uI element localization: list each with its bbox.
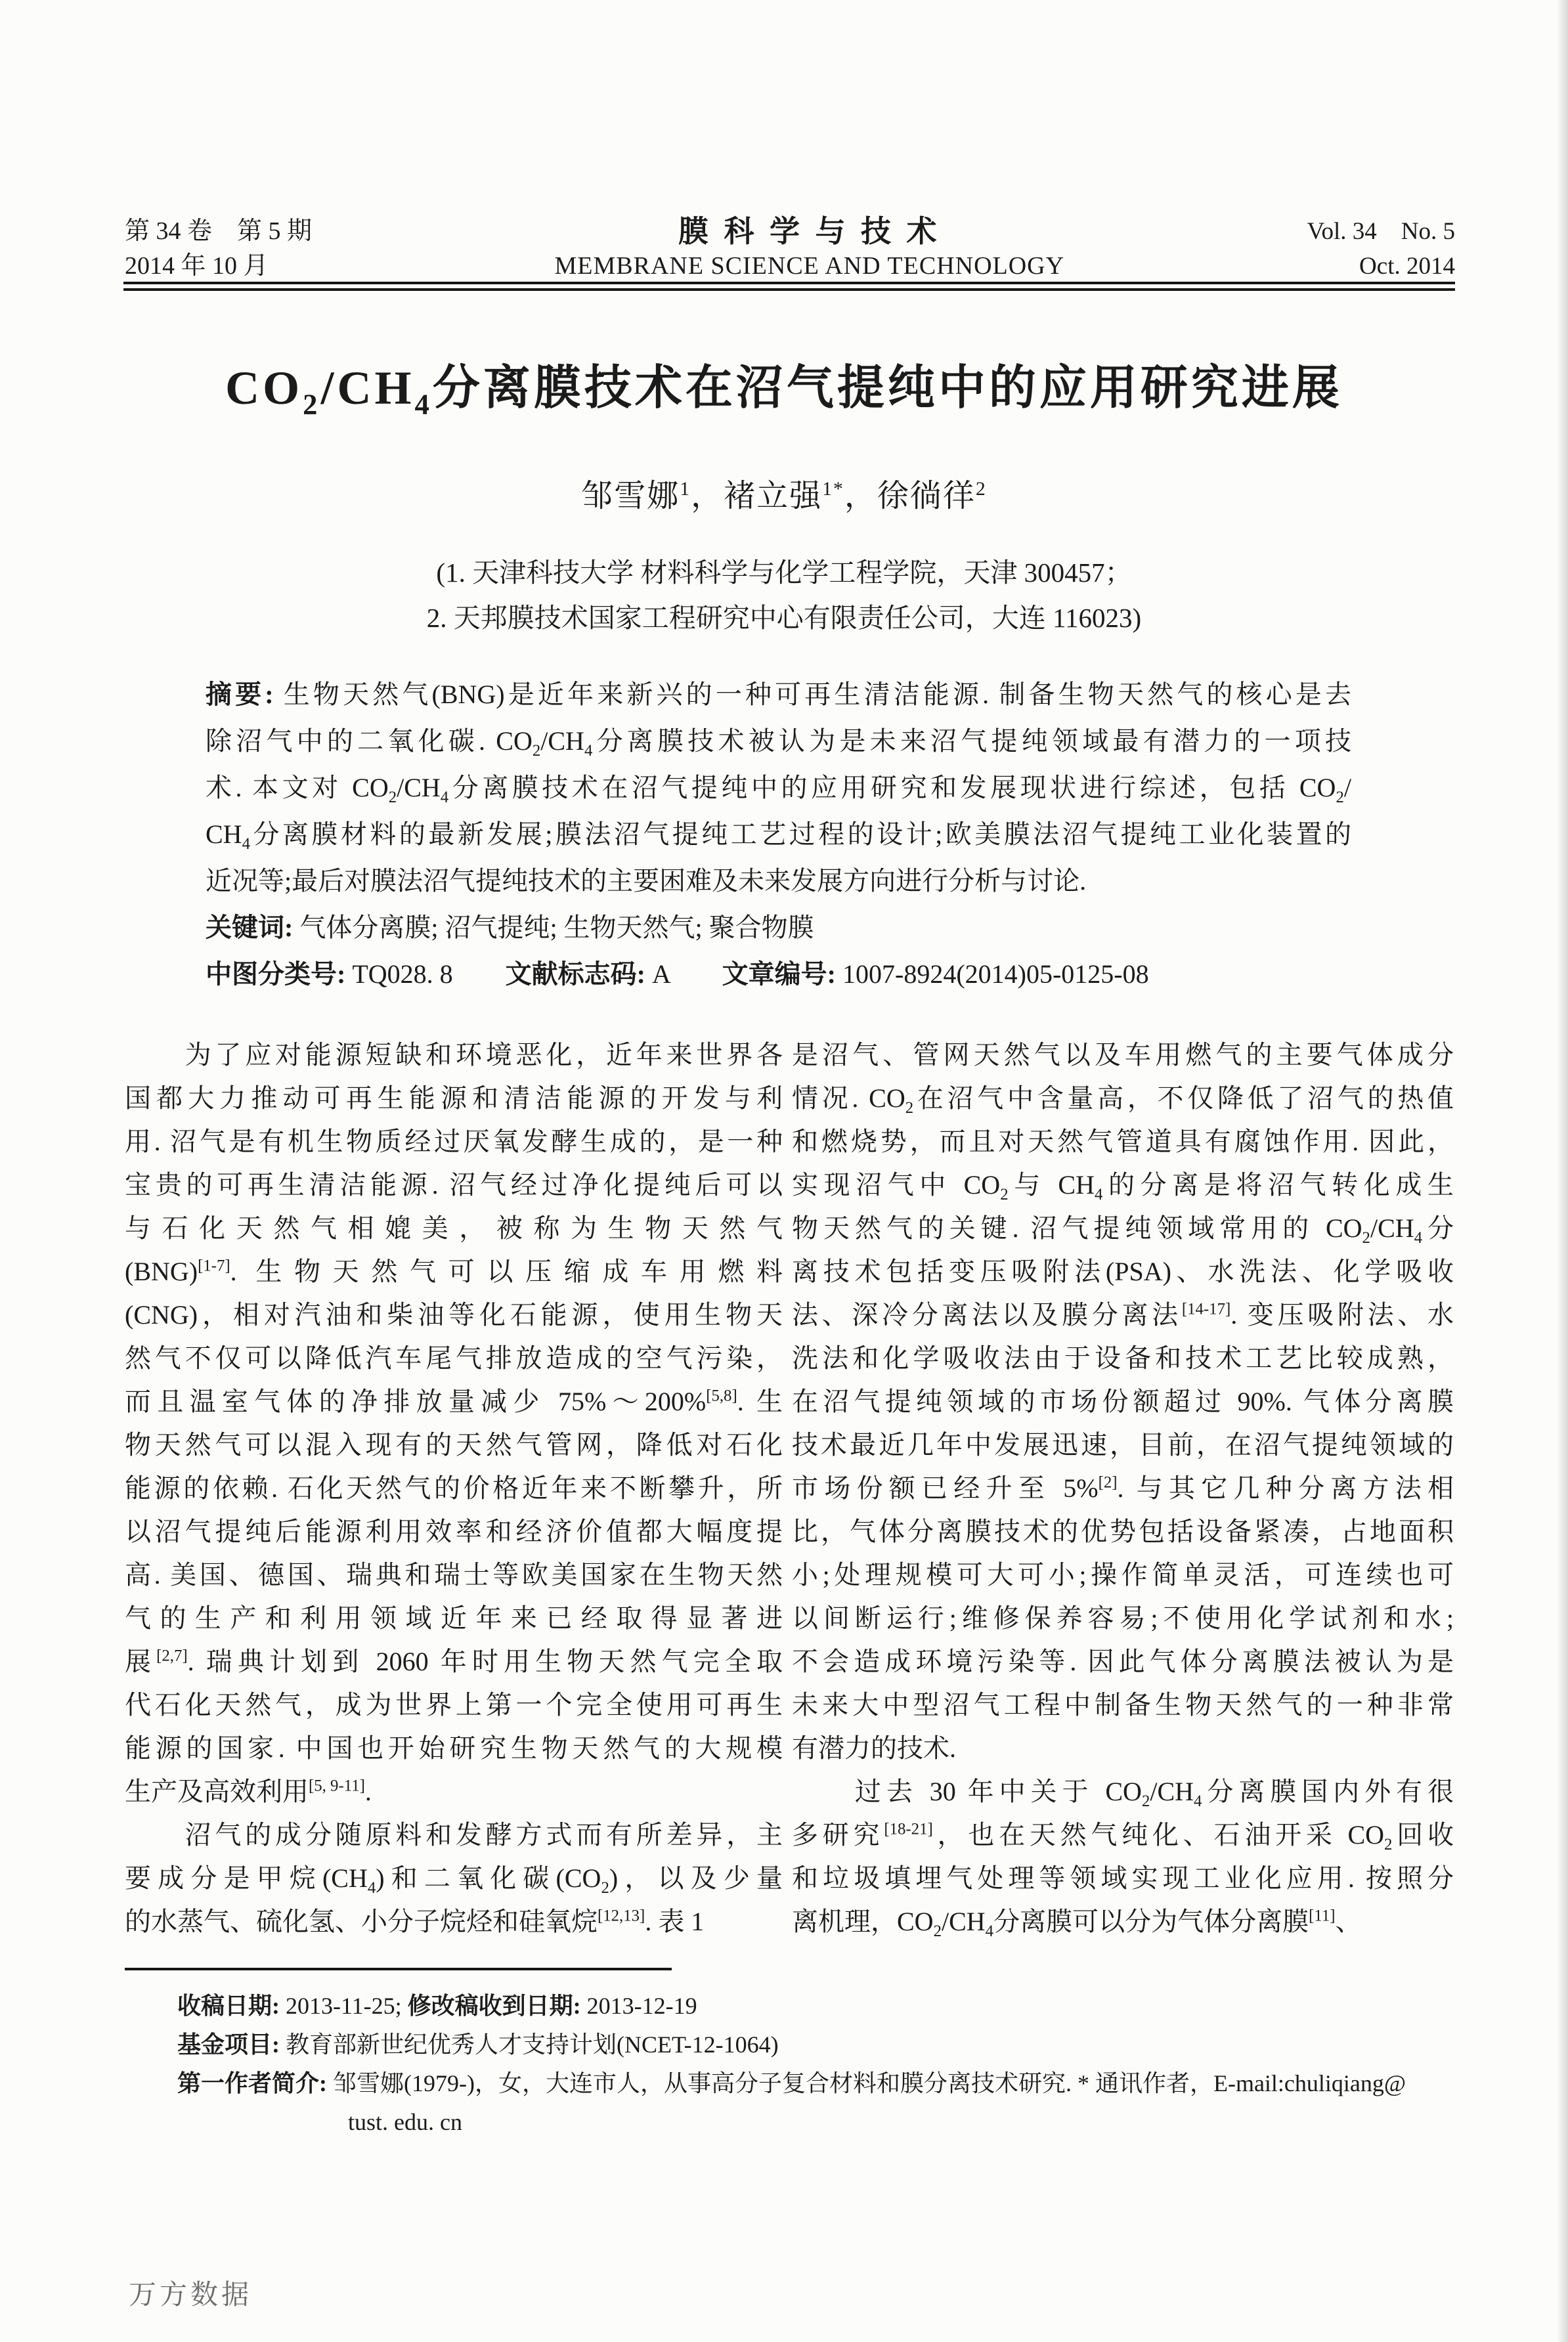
paragraph	[125, 1813, 783, 1943]
body-line: 多研究[18-21]，也在天然气纯化、石油开采 $CO_2$回收	[792, 1820, 1454, 1854]
body-line: (CNG)，相对汽油和柴油等化石能源，使用生物天	[125, 1300, 783, 1330]
journal-vol-info	[1307, 214, 1455, 284]
body-line: 近况等;最后对膜法沼气提纯技术的主要困难及未来发展方向进行分析与讨论.	[206, 866, 1087, 896]
volume-issue-en: Vol. 34 No. 5	[1307, 218, 1455, 245]
text-line: tust. edu. cn	[348, 2109, 462, 2135]
body-line: 和燃烧势，而且对天然气管道具有腐蚀作用. 因此，	[792, 1127, 1454, 1156]
affiliations	[0, 550, 1568, 641]
body-line: 展[2,7]. 瑞典计划到 2060 年时用生物天然气完全取	[125, 1647, 783, 1676]
body-line: 的水蒸气、硫化氢、小分子烷烃和硅氧烷[12,13]. 表 1	[125, 1907, 705, 1936]
body-line: 除沼气中的二氧化碳. $CO_2/CH_4$分离膜技术被认为是未来沼气提纯领域最有潜力的一项技	[206, 726, 1352, 760]
body-line: 国都大力推动可再生能源和清洁能源的开发与利	[125, 1083, 783, 1113]
paragraph	[206, 671, 1351, 904]
body-line: (BNG)[1-7]. 生物天然气可以压缩成车用燃料	[125, 1257, 783, 1286]
body-line: 以沼气提纯后能源利用效率和经济价值都大幅度提	[125, 1517, 783, 1546]
classification-line: 中图分类号: TQ028. 8 文献标志码: A 文章编号: 1007-8924(2014)05-0125-08	[206, 959, 1149, 989]
body-line: 未来大中型沼气工程中制备生物天然气的一种非常	[792, 1690, 1454, 1720]
body-column-right	[792, 1033, 1454, 1943]
body-line: 物天然气可以混入现有的天然气管网，降低对石化	[125, 1430, 783, 1460]
keywords-line: 关键词: 气体分离膜; 沼气提纯; 生物天然气; 聚合物膜	[206, 913, 814, 942]
body-line: 高. 美国、德国、瑞典和瑞士等欧美国家在生物天然	[125, 1560, 783, 1590]
article-title: $CO_2/CH_4$分离膜技术在沼气提纯中的应用研究进展	[225, 362, 1343, 421]
body-line: 用. 沼气是有机生物质经过厌氧发酵生成的，是一种	[125, 1127, 783, 1156]
journal-name-cn: 膜 科 学 与 技 术	[678, 215, 941, 248]
body-line: 离机理，$CO_2/CH_4$分离膜可以分为气体分离膜[11]、	[792, 1907, 1362, 1940]
body-line: 过去 30 年中关于 $CO_2/CH_4$分离膜国内外有很	[792, 1777, 1454, 1810]
volume-issue-cn: 第 34 卷 第 5 期	[125, 217, 313, 245]
body-line: 有潜力的技术.	[792, 1733, 956, 1763]
body-line: 宝贵的可再生清洁能源. 沼气经过净化提纯后可以	[125, 1170, 783, 1200]
abstract-block	[206, 671, 1351, 997]
body-column-left	[125, 1033, 783, 1943]
body-line: 不会造成环境污染等. 因此气体分离膜法被认为是	[792, 1647, 1454, 1676]
body-line: 而且温室气体的净排放量减少 75%～200%[5,8]. 生	[125, 1387, 783, 1416]
issue-date-cn: 2014 年 10 月	[125, 252, 269, 280]
paragraph	[792, 1033, 1454, 1770]
body-line: 和垃圾填埋气处理等领域实现工业化应用. 按照分	[792, 1863, 1454, 1893]
wanfang-watermark: 万方数据	[129, 2280, 253, 2310]
issue-date-en: Oct. 2014	[1359, 253, 1455, 280]
body-line: 为了应对能源短缺和环境恶化，近年来世界各	[125, 1040, 783, 1070]
body-line: 能源的依赖. 石化天然气的价格近年来不断攀升，所	[125, 1473, 783, 1503]
text-line: 基金项目: 教育部新世纪优秀人才支持计划(NCET-12-1064)	[177, 2031, 779, 2058]
paragraph	[792, 1770, 1454, 1943]
journal-issue-info	[125, 214, 312, 284]
paragraph	[125, 1033, 783, 1813]
body-line: 是沼气、管网天然气以及车用燃气的主要气体成分	[792, 1040, 1454, 1070]
body-line: 比，气体分离膜技术的优势包括设备紧凑，占地面积	[792, 1517, 1454, 1546]
body-line: 法、深冷分离法以及膜分离法[14-17]. 变压吸附法、水	[792, 1300, 1454, 1330]
body-line: 以间断运行;维修保养容易;不使用化学试剂和水;	[792, 1603, 1454, 1633]
footnote-divider-rule	[125, 1968, 672, 1970]
body-line: 摘要: 生物天然气(BNG)是近年来新兴的一种可再生清洁能源. 制备生物天然气的核心是去	[206, 680, 1351, 709]
authors-line: 邹雪娜$^1$，褚立强$^{1*}$，徐徜徉$^2$	[581, 478, 987, 513]
body-line: 在沼气提纯领域的市场份额超过 90%. 气体分离膜	[792, 1387, 1454, 1416]
body-line: 沼气的成分随原料和发酵方式而有所差异，主	[125, 1820, 783, 1850]
text-line: (1. 天津科技大学 材料科学与化学工程学院，天津 300457；	[436, 557, 1132, 588]
body-line: 物天然气的关键. 沼气提纯领域常用的 $CO_2/CH_4$分	[792, 1213, 1454, 1247]
body-line: 离技术包括变压吸附法(PSA)、水洗法、化学吸收	[792, 1257, 1454, 1286]
text-line: 2. 天邦膜技术国家工程研究中心有限责任公司，大连 116023)	[426, 603, 1142, 633]
journal-name-block	[554, 214, 1064, 284]
body-line: 代石化天然气，成为世界上第一个完全使用可再生	[125, 1690, 783, 1720]
body-line: 要成分是甲烷$(CH_4)$和二氧化碳$(CO_2)$，以及少量	[125, 1863, 783, 1897]
scan-edge-shadow	[1556, 0, 1568, 2342]
body-line: 市场份额已经升至 5%[2]. 与其它几种分离方法相	[792, 1473, 1454, 1503]
body-line: 能源的国家. 中国也开始研究生物天然气的大规模	[125, 1733, 783, 1763]
body-line: 洗法和化学吸收法由于设备和技术工艺比较成熟，	[792, 1343, 1454, 1373]
journal-header	[125, 214, 1455, 284]
body-line: 然气不仅可以降低汽车尾气排放造成的空气污染，	[125, 1343, 783, 1373]
journal-name-en: MEMBRANE SCIENCE AND TECHNOLOGY	[554, 252, 1065, 280]
body-line: 术. 本文对 $CO_2/CH_4$分离膜技术在沼气提纯中的应用研究和发展现状进行综述，包括 $CO_2/$	[206, 773, 1351, 806]
text-line: 收稿日期: 2013-11-25; 修改稿收到日期: 2013-12-19	[177, 1993, 697, 2019]
header-divider-rule	[123, 282, 1455, 291]
text-line: 第一作者简介: 邹雪娜(1979-)，女，大连市人，从事高分子复合材料和膜分离技术研究. * 通讯作者，E-mail:chuliqiang@	[177, 2070, 1406, 2096]
body-line: $CH_4$分离膜材料的最新发展;膜法沼气提纯工艺过程的设计;欧美膜法沼气提纯工业化装置的	[206, 819, 1351, 853]
body-line: 气的生产和利用领域近年来已经取得显著进	[125, 1603, 783, 1633]
footnotes-block	[177, 1987, 1484, 2142]
body-line: 小;处理规模可大可小;操作简单灵活，可连续也可	[792, 1560, 1454, 1590]
body-line: 生产及高效利用[5, 9-11].	[125, 1777, 372, 1806]
body-line: 技术最近几年中发展迅速，目前，在沼气提纯领域的	[792, 1430, 1454, 1460]
body-line: 与石化天然气相媲美，被称为生物天然气	[125, 1213, 783, 1243]
body-line: 情况. $CO_2$在沼气中含量高，不仅降低了沼气的热值	[792, 1083, 1454, 1117]
abstract-paragraph	[206, 671, 1351, 904]
body-line: 实现沼气中 $CO_2$与 $CH_4$的分离是将沼气转化成生	[792, 1170, 1454, 1204]
